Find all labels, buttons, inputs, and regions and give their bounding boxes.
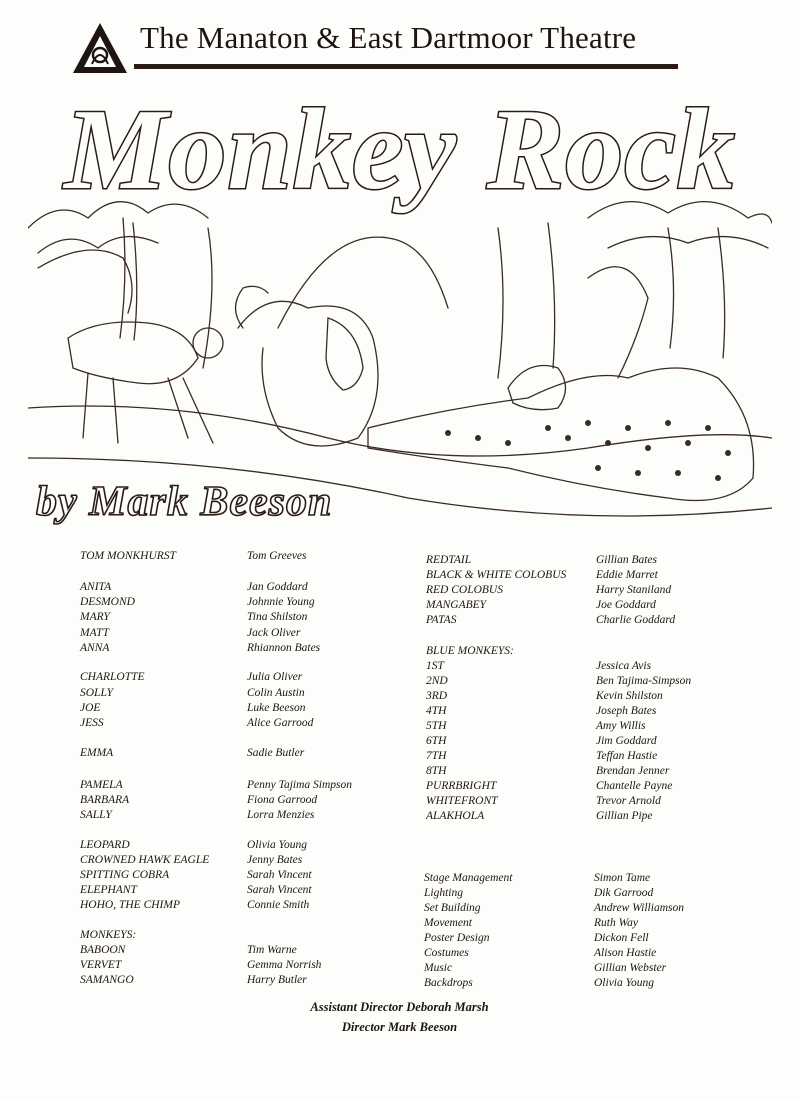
assistant-director-credit: Assistant Director Deborah Marsh bbox=[310, 1000, 489, 1014]
cast-role: JESS bbox=[80, 717, 104, 729]
cast-actor: Gillian Pipe bbox=[596, 810, 653, 822]
cast-role: BLUE MONKEYS: bbox=[426, 645, 514, 657]
cast-role: SALLY bbox=[80, 809, 112, 821]
cast-role: LEOPARD bbox=[80, 839, 130, 851]
crew-role: Stage Management bbox=[424, 872, 513, 884]
crew-role: Music bbox=[424, 962, 453, 974]
cast-role: 6TH bbox=[426, 735, 447, 747]
cast-actor: Harry Staniland bbox=[596, 584, 672, 596]
cast-role: 5TH bbox=[426, 720, 447, 732]
cast-actor: Lorra Menzies bbox=[247, 809, 315, 821]
cast-actor: Julia Oliver bbox=[247, 671, 303, 683]
cast-role: 8TH bbox=[426, 765, 447, 777]
cast-actor: Gemma Norrish bbox=[247, 959, 322, 971]
cast-role: ANITA bbox=[80, 581, 112, 593]
director-credit: Director Mark Beeson bbox=[341, 1020, 458, 1034]
cast-actor: Brendan Jenner bbox=[596, 765, 670, 777]
cast-actor: Jessica Avis bbox=[596, 660, 652, 672]
theatre-name: The Manaton & East Dartmoor Theatre bbox=[140, 20, 637, 55]
cast-actor: Colin Austin bbox=[247, 687, 305, 699]
cast-actor: Penny Tajima Simpson bbox=[247, 779, 352, 791]
crew-role: Poster Design bbox=[424, 932, 490, 944]
cast-role: EMMA bbox=[80, 747, 114, 759]
cast-actor: Tom Greeves bbox=[247, 550, 307, 562]
crew-name: Andrew Williamson bbox=[594, 902, 684, 914]
crew-role: Set Building bbox=[424, 902, 481, 914]
cast-actor: Ben Tajima-Simpson bbox=[596, 675, 692, 687]
cast-role: BABOON bbox=[80, 944, 126, 956]
cast-actor: Kevin Shilston bbox=[596, 690, 663, 702]
cast-actor: Johnnie Young bbox=[247, 596, 315, 608]
cast-actor: Chantelle Payne bbox=[596, 780, 673, 792]
byline: by Mark Beeson bbox=[36, 479, 333, 525]
cast-role: ANNA bbox=[80, 642, 110, 654]
cast-actor: Alice Garrood bbox=[247, 717, 314, 729]
cast-actor: Sarah Vincent bbox=[247, 869, 312, 881]
cast-actor: Joe Goddard bbox=[596, 599, 656, 611]
cast-role: PAMELA bbox=[80, 779, 123, 791]
cast-actor: Olivia Young bbox=[247, 839, 307, 851]
crew-name: Dik Garrood bbox=[594, 887, 654, 899]
cast-actor: Rhiannon Bates bbox=[247, 642, 321, 654]
cast-actor: Trevor Arnold bbox=[596, 795, 661, 807]
cast-role: MONKEYS: bbox=[80, 929, 137, 941]
cast-role: DESMOND bbox=[80, 596, 135, 608]
cast-role: 2ND bbox=[426, 675, 448, 687]
cast-role: 4TH bbox=[426, 705, 447, 717]
cast-role: 3RD bbox=[426, 690, 448, 702]
cast-actor: Fiona Garrood bbox=[247, 794, 318, 806]
theatre-logo-icon bbox=[70, 20, 130, 76]
cast-role: BLACK & WHITE COLOBUS bbox=[426, 569, 567, 581]
crew-name: Dickon Fell bbox=[594, 932, 649, 944]
cast-role: SOLLY bbox=[80, 687, 114, 699]
cast-role: MANGABEY bbox=[426, 599, 487, 611]
cast-role: CROWNED HAWK EAGLE bbox=[80, 854, 210, 866]
cast-actor: Gillian Bates bbox=[596, 554, 658, 566]
cast-actor: Jack Oliver bbox=[247, 627, 301, 639]
cast-role: WHITEFRONT bbox=[426, 795, 498, 807]
poster-illustration bbox=[28, 78, 772, 528]
cast-role: ELEPHANT bbox=[80, 884, 137, 896]
cast-role: HOHO, THE CHIMP bbox=[80, 899, 180, 911]
cast-actor: Teffan Hastie bbox=[596, 750, 658, 762]
crew-name: Alison Hastie bbox=[594, 947, 657, 959]
crew-name: Gillian Webster bbox=[594, 962, 667, 974]
crew-name: Simon Tame bbox=[594, 872, 651, 884]
cast-actor: Tina Shilston bbox=[247, 611, 308, 623]
cast-role: PATAS bbox=[426, 614, 457, 626]
cast-actor: Joseph Bates bbox=[596, 705, 657, 717]
cast-actor: Harry Butler bbox=[247, 974, 307, 986]
cast-actor: Charlie Goddard bbox=[596, 614, 676, 626]
cast-role: CHARLOTTE bbox=[80, 671, 145, 683]
cast-role: SPITTING COBRA bbox=[80, 869, 170, 881]
cast-actor: Tim Warne bbox=[247, 944, 297, 956]
cast-actor: Eddie Marret bbox=[596, 569, 658, 581]
cast-actor: Luke Beeson bbox=[247, 702, 306, 714]
crew-role: Movement bbox=[424, 917, 472, 929]
cast-role: MARY bbox=[80, 611, 110, 623]
cast-actor: Sadie Butler bbox=[247, 747, 305, 759]
cast-role: SAMANGO bbox=[80, 974, 134, 986]
crew-role: Lighting bbox=[424, 887, 463, 899]
crew-role: Backdrops bbox=[424, 977, 473, 989]
header-rule bbox=[134, 64, 678, 69]
show-title: Monkey Rock bbox=[64, 86, 736, 214]
cast-role: JOE bbox=[80, 702, 101, 714]
crew-role: Costumes bbox=[424, 947, 469, 959]
cast-role: BARBARA bbox=[80, 794, 130, 806]
cast-actor: Connie Smith bbox=[247, 899, 310, 911]
cast-role: TOM MONKHURST bbox=[80, 550, 176, 562]
cast-actor: Sarah Vincent bbox=[247, 884, 312, 896]
crew-name: Olivia Young bbox=[594, 977, 654, 989]
cast-role: 1ST bbox=[426, 660, 444, 672]
cast-role: REDTAIL bbox=[426, 554, 472, 566]
cast-role: PURRBRIGHT bbox=[426, 780, 497, 792]
cast-actor: Jan Goddard bbox=[247, 581, 308, 593]
cast-actor: Amy Willis bbox=[596, 720, 646, 732]
cast-actor: Jim Goddard bbox=[596, 735, 657, 747]
cast-role: ALAKHOLA bbox=[426, 810, 485, 822]
cast-role: 7TH bbox=[426, 750, 447, 762]
cast-role: VERVET bbox=[80, 959, 122, 971]
cast-actor: Jenny Bates bbox=[247, 854, 303, 866]
cast-role: RED COLOBUS bbox=[426, 584, 503, 596]
cast-role: MATT bbox=[80, 627, 109, 639]
crew-name: Ruth Way bbox=[594, 917, 638, 929]
